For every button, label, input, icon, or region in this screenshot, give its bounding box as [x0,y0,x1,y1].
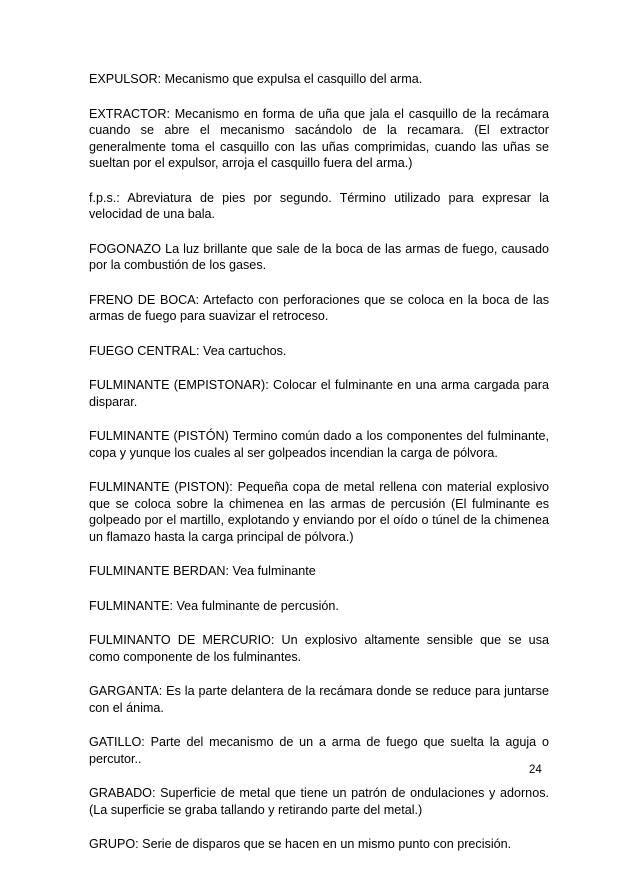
glossary-entry-extractor: EXTRACTOR: Mecanismo en forma de uña que jala el casquillo de la recámara cuando se abre el mecanismo sacándolo de la recamara. (El extractor generalmente toma el casquillo con las uñas comprimidas, cuando las uñas se sueltan por el expulsor, arroja el casquillo fuera del arma.) [89,106,549,170]
glossary-entry-freno-de-boca: FRENO DE BOCA: Artefacto con perforaciones que se coloca en la boca de las armas de fuego para suavizar el retroceso. [89,292,549,323]
glossary-entry-fulminante-piston-componentes: FULMINANTE (PISTÓN) Termino común dado a los componentes del fulminante, copa y yunque los cuales al ser golpeados incendian la carga de pólvora. [89,429,549,460]
glossary-entry-fuego-central: FUEGO CENTRAL: Vea cartuchos. [89,343,287,358]
glossary-entry-grabado: GRABADO: Superficie de metal que tiene un patrón de ondulaciones y adornos. (La superficie se graba tallando y retirando parte del metal.) [89,786,549,817]
glossary-entry-fulminante: FULMINANTE: Vea fulminante de percusión. [89,598,339,613]
glossary-entry-fulminante-berdan: FULMINANTE BERDAN: Vea fulminante [89,564,316,578]
glossary-entry-garganta: GARGANTA: Es la parte delantera de la recámara donde se reduce para juntarse con el ánima. [89,684,549,715]
page-number: 24 [529,764,542,776]
glossary-entry-fulminante-empistonar: FULMINANTE (EMPISTONAR): Colocar el fulminante en una arma cargada para disparar. [89,378,549,409]
glossary-entry-grupo: GRUPO: Serie de disparos que se hacen en un mismo punto con precisión. [89,837,512,851]
glossary-entries [89,71,549,871]
glossary-entry-expulsor: EXPULSOR: Mecanismo que expulsa el casquillo del arma. [89,72,423,86]
glossary-entry-fps: f.p.s.: Abreviatura de pies por segundo. Término utilizado para expresar la velocidad de una bala. [89,190,549,221]
glossary-entry-fulminante-piston-copa: FULMINANTE (PISTON): Pequeña copa de metal rellena con material explosivo que se coloca sobre la chimenea en las armas de percusión (El fulminante es golpeado por el martillo, explotando y enviando por el oído o túnel de la chimenea un flamazo hasta la carga principal de pólvora.) [89,480,549,544]
glossary-entry-fogonazo: FOGONAZO La luz brillante que sale de la boca de las armas de fuego, causado por la combustión de los gases. [89,241,549,272]
glossary-entry-gatillo: GATILLO: Parte del mecanismo de un a arma de fuego que suelta la aguja o percutor.. [89,735,549,766]
glossary-entry-fulminanto-de-mercurio: FULMINANTO DE MERCURIO: Un explosivo altamente sensible que se usa como componente de los fulminantes. [89,633,549,664]
